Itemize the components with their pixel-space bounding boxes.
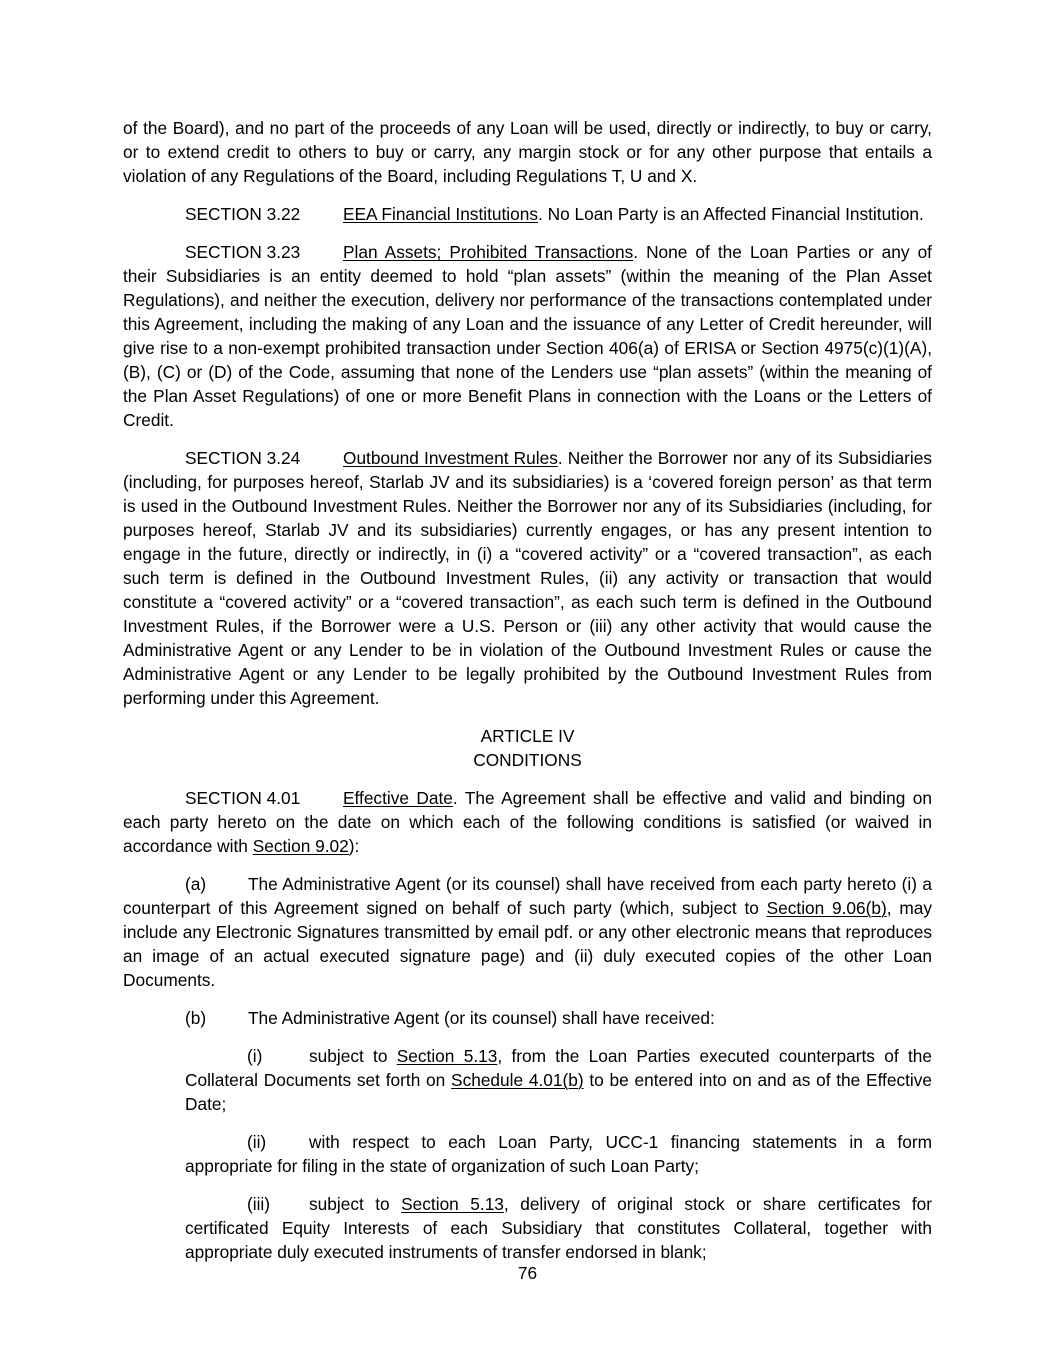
text-run: , delivery of original stock or share certificates for certificated Equity Interests of each Subsidiary that constitutes Collateral, together with appropriate duly executed instruments of transfer endorsed in blank; xyxy=(185,1194,932,1262)
clause-a xyxy=(123,872,932,992)
section-3-24 xyxy=(123,446,932,710)
article-number: ARTICLE IV xyxy=(480,726,575,746)
clause-b-text xyxy=(248,1008,715,1028)
section-3-24-text xyxy=(123,448,932,708)
text-run: . Neither the Borrower nor any of its Subsidiaries (including, for purposes hereof, Starlab JV and its subsidiaries) is a ‘covered foreign person’ as that term is used in the Outbound Investment Rules. Neither the Borrower nor any of its Subsidiaries (including, for purposes hereof, Starlab JV and its subsidiaries) currently engages, or has any present intention to engage in the future, directly or indirectly, in (i) a “covered activity” or a “covered transaction”, as each such term is defined in the Outbound Investment Rules, (ii) any activity or transaction that would constitute a “covered activity” or a “covered transaction”, as each such term is defined in the Outbound Investment Rules, if the Borrower were a U.S. Person or (iii) any other activity that would cause the Administrative Agent or any Lender to be in violation of the Outbound Investment Rules or cause the Administrative Agent or any Lender to be legally prohibited by the Outbound Investment Rules from performing under this Agreement. xyxy=(123,448,933,708)
text-run: subject to xyxy=(309,1046,397,1066)
text-run: The Administrative Agent (or its counsel) shall have received from each party hereto (i) a counterpart of this Agreement signed on behalf of such party (which, subject to xyxy=(123,874,932,918)
clause-b xyxy=(123,1006,932,1030)
text-run: , may include any Electronic Signatures transmitted by email pdf. or any other electronic means that reproduces an image of an actual executed signature page) and (ii) duly executed copies of the other Loan Documents. xyxy=(123,898,932,990)
section-3-24-number: SECTION 3.24 xyxy=(185,448,301,468)
page-number: 76 xyxy=(517,1263,538,1283)
section-3-22 xyxy=(123,202,932,226)
section-reference-link[interactable]: Section 9.06(b) xyxy=(766,898,887,918)
section-4-01 xyxy=(123,786,932,858)
section-reference-link[interactable]: Section 9.02 xyxy=(252,836,349,856)
section-3-22-text xyxy=(343,204,924,224)
underlined-heading: EEA Financial Institutions xyxy=(343,204,538,224)
text-run: ): xyxy=(348,836,360,856)
text-run: . No Loan Party is an Affected Financial Institution. xyxy=(538,204,924,224)
clause-b-iii xyxy=(185,1192,932,1264)
clause-b-iii-label: (iii) xyxy=(247,1194,271,1214)
article-title: CONDITIONS xyxy=(473,750,582,770)
underlined-heading: Effective Date xyxy=(343,788,453,808)
paragraph-continuation xyxy=(123,116,932,188)
text-run: . None of the Loan Parties or any of their Subsidiaries is an entity deemed to hold “plan assets” (within the meaning of the Plan Asset Regulations), and neither the execution, delivery nor performance of the transactions contemplated under this Agreement, including the making of any Loan and the issuance of any Letter of Credit hereunder, will give rise to a non-exempt prohibited transaction under Section 406(a) of ERISA or Section 4975(c)(1)(A), (B), (C) or (D) of the Code, assuming that none of the Lenders use “plan assets” (within the meaning of the Plan Asset Regulations) of one or more Benefit Plans in connection with the Loans or the Letters of Credit. xyxy=(123,242,932,430)
clause-b-i-label: (i) xyxy=(247,1046,263,1066)
text-run: The Administrative Agent (or its counsel) shall have received: xyxy=(248,1008,715,1028)
text-run: with respect to each Loan Party, UCC-1 financing statements in a form appropriate for filing in the state of organization of such Loan Party; xyxy=(185,1132,932,1176)
section-reference-link[interactable]: Section 5.13 xyxy=(396,1046,498,1066)
section-3-23-number: SECTION 3.23 xyxy=(185,242,301,262)
section-3-22-number: SECTION 3.22 xyxy=(185,204,301,224)
clause-b-label: (b) xyxy=(185,1008,207,1028)
underlined-heading: Outbound Investment Rules xyxy=(343,448,558,468)
clause-b-ii xyxy=(185,1130,932,1178)
section-reference-link[interactable]: Schedule 4.01(b) xyxy=(451,1070,584,1090)
underlined-heading: Plan Assets; Prohibited Transactions xyxy=(343,242,634,262)
text-run: subject to xyxy=(309,1194,402,1214)
text-run: of the Board), and no part of the proceeds of any Loan will be used, directly or indirectly, to buy or carry, or to extend credit to others to buy or carry, any margin stock or for any other purpose that entails a violation of any Regulations of the Board, including Regulations T, U and X. xyxy=(123,118,932,186)
text-run: , from the Loan Parties executed counterparts of the Collateral Documents set forth on xyxy=(185,1046,932,1090)
section-4-01-number: SECTION 4.01 xyxy=(185,788,301,808)
text-run: to be entered into on and as of the Effective Date; xyxy=(185,1070,932,1114)
text-run: . The Agreement shall be effective and valid and binding on each party hereto on the date on which each of the following conditions is satisfied (or waived in accordance with xyxy=(123,788,933,856)
clause-b-ii-label: (ii) xyxy=(247,1132,267,1152)
clause-a-label: (a) xyxy=(185,874,207,894)
section-3-23-text xyxy=(123,242,932,430)
clause-b-i xyxy=(185,1044,932,1116)
section-3-23 xyxy=(123,240,932,432)
section-reference-link[interactable]: Section 5.13 xyxy=(401,1194,504,1214)
article-iv-heading xyxy=(123,724,932,772)
